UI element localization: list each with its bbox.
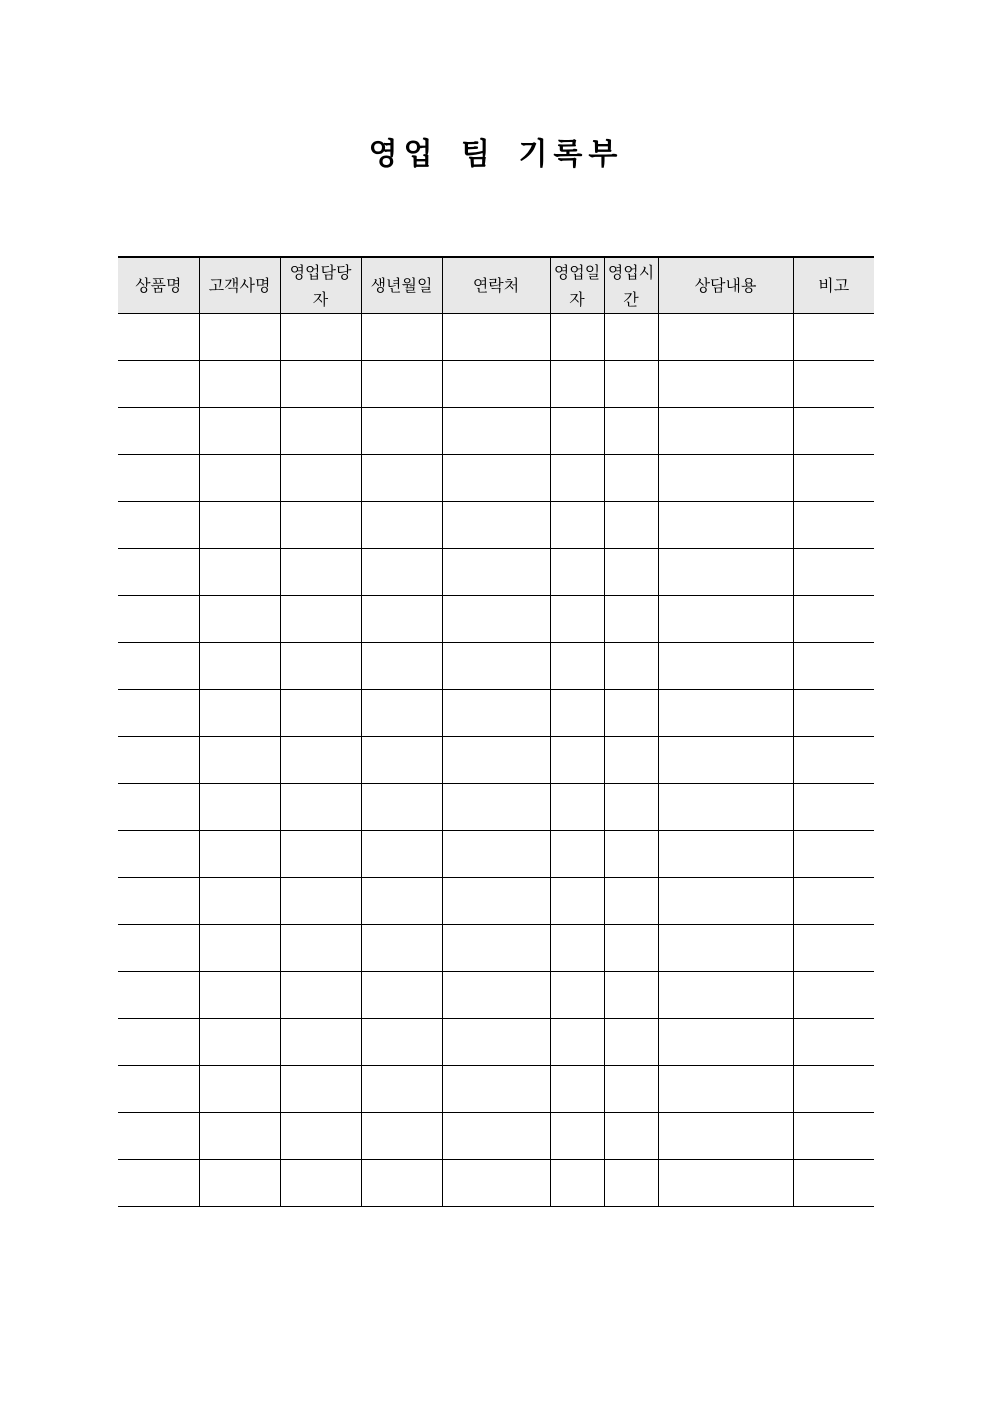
table-row [118, 408, 874, 455]
table-cell [550, 408, 604, 455]
table-cell [658, 455, 793, 502]
table-cell [793, 784, 874, 831]
table-cell [442, 502, 550, 549]
table-cell [550, 690, 604, 737]
table-cell [280, 549, 361, 596]
table-cell [604, 408, 658, 455]
table-cell [280, 1160, 361, 1207]
table-cell [280, 972, 361, 1019]
column-header-remarks: 비고 [793, 257, 874, 314]
table-cell [793, 690, 874, 737]
table-cell [658, 690, 793, 737]
table-cell [118, 455, 199, 502]
table-cell [361, 361, 442, 408]
table-cell [199, 831, 280, 878]
table-cell [361, 455, 442, 502]
table-cell [658, 549, 793, 596]
table-row [118, 314, 874, 361]
table-row [118, 1019, 874, 1066]
table-row [118, 737, 874, 784]
table-cell [280, 784, 361, 831]
table-cell [658, 1113, 793, 1160]
table-cell [118, 361, 199, 408]
table-cell [658, 596, 793, 643]
table-cell [793, 925, 874, 972]
table-cell [361, 1160, 442, 1207]
table-cell [361, 1019, 442, 1066]
table-cell [361, 690, 442, 737]
table-cell [199, 455, 280, 502]
table-cell [550, 925, 604, 972]
table-cell [280, 502, 361, 549]
table-cell [550, 1113, 604, 1160]
table-row [118, 596, 874, 643]
table-cell [280, 925, 361, 972]
table-cell [442, 784, 550, 831]
table-cell [793, 408, 874, 455]
table-row [118, 361, 874, 408]
table-cell [550, 972, 604, 1019]
table-cell [361, 1066, 442, 1113]
table-cell [793, 1113, 874, 1160]
table-row [118, 1113, 874, 1160]
table-cell [658, 925, 793, 972]
table-cell [658, 784, 793, 831]
table-cell [199, 596, 280, 643]
table-cell [199, 361, 280, 408]
table-cell [442, 549, 550, 596]
table-cell [604, 455, 658, 502]
table-cell [793, 361, 874, 408]
table-cell [442, 643, 550, 690]
table-cell [199, 690, 280, 737]
table-cell [199, 314, 280, 361]
table-row [118, 1160, 874, 1207]
table-row [118, 643, 874, 690]
table-cell [361, 643, 442, 690]
table-cell [658, 1019, 793, 1066]
table-cell [550, 1160, 604, 1207]
table-row [118, 972, 874, 1019]
table-cell [442, 831, 550, 878]
table-cell [442, 1160, 550, 1207]
table-cell [442, 1019, 550, 1066]
table-cell [442, 1113, 550, 1160]
table-cell [199, 1019, 280, 1066]
table-cell [793, 596, 874, 643]
table-cell [550, 1066, 604, 1113]
table-cell [361, 784, 442, 831]
column-header-consultation: 상담내용 [658, 257, 793, 314]
table-cell [604, 502, 658, 549]
table-cell [550, 502, 604, 549]
table-cell [658, 737, 793, 784]
column-header-contact: 연락처 [442, 257, 550, 314]
table-cell [442, 925, 550, 972]
table-cell [658, 643, 793, 690]
column-header-product-name: 상품명 [118, 257, 199, 314]
table-cell [550, 314, 604, 361]
table-cell [280, 643, 361, 690]
table-cell [280, 690, 361, 737]
table-cell [280, 596, 361, 643]
table-cell [361, 972, 442, 1019]
table-cell [361, 831, 442, 878]
table-cell [604, 690, 658, 737]
table-cell [118, 314, 199, 361]
table-cell [604, 1066, 658, 1113]
header-row [118, 257, 874, 314]
table-cell [118, 1066, 199, 1113]
table-row [118, 784, 874, 831]
column-header-sales-rep: 영업담당자 [280, 257, 361, 314]
table-cell [199, 737, 280, 784]
table-cell [658, 361, 793, 408]
table-cell [361, 596, 442, 643]
table-cell [793, 549, 874, 596]
table-cell [604, 643, 658, 690]
table-row [118, 878, 874, 925]
table-cell [793, 1066, 874, 1113]
column-header-birth-date: 생년월일 [361, 257, 442, 314]
table-cell [199, 925, 280, 972]
table-cell [442, 737, 550, 784]
table-cell [658, 1160, 793, 1207]
table-cell [361, 502, 442, 549]
table-row [118, 690, 874, 737]
table-cell [793, 455, 874, 502]
table-cell [361, 408, 442, 455]
table-cell [280, 1019, 361, 1066]
table-cell [442, 408, 550, 455]
table-cell [550, 737, 604, 784]
table-cell [550, 643, 604, 690]
sales-record-table [118, 256, 874, 1207]
table-cell [442, 314, 550, 361]
table-cell [550, 361, 604, 408]
table-cell [793, 972, 874, 1019]
table-cell [280, 455, 361, 502]
table-cell [118, 643, 199, 690]
table-cell [118, 1019, 199, 1066]
table-cell [793, 643, 874, 690]
column-header-sales-date: 영업일자 [550, 257, 604, 314]
table-cell [658, 1066, 793, 1113]
table-cell [199, 878, 280, 925]
table-cell [550, 549, 604, 596]
table-cell [442, 361, 550, 408]
table-cell [199, 643, 280, 690]
table-cell [793, 878, 874, 925]
table-cell [604, 361, 658, 408]
table-cell [280, 1113, 361, 1160]
table-cell [604, 972, 658, 1019]
table-cell [361, 925, 442, 972]
table-cell [118, 972, 199, 1019]
table-cell [118, 925, 199, 972]
table-row [118, 549, 874, 596]
table-cell [361, 314, 442, 361]
table-cell [280, 408, 361, 455]
table-cell [442, 972, 550, 1019]
table-cell [442, 1066, 550, 1113]
table-cell [604, 1160, 658, 1207]
table-cell [118, 596, 199, 643]
table-cell [280, 361, 361, 408]
table-cell [604, 925, 658, 972]
table-cell [793, 737, 874, 784]
table-cell [199, 1066, 280, 1113]
table-cell [604, 1113, 658, 1160]
table-cell [604, 314, 658, 361]
table-cell [118, 408, 199, 455]
table-cell [658, 408, 793, 455]
table-cell [118, 878, 199, 925]
table-cell [793, 1019, 874, 1066]
table-cell [118, 1160, 199, 1207]
record-body [118, 314, 874, 1207]
table-cell [550, 784, 604, 831]
table-cell [118, 1113, 199, 1160]
table-cell [442, 455, 550, 502]
table-cell [442, 878, 550, 925]
table-row [118, 502, 874, 549]
table-cell [550, 1019, 604, 1066]
table-cell [604, 596, 658, 643]
table-cell [280, 1066, 361, 1113]
table-cell [604, 1019, 658, 1066]
table-cell [658, 502, 793, 549]
table-row [118, 831, 874, 878]
table-cell [361, 1113, 442, 1160]
table-cell [604, 737, 658, 784]
table-cell [604, 878, 658, 925]
table-cell [280, 878, 361, 925]
table-row [118, 455, 874, 502]
table-cell [550, 878, 604, 925]
table-cell [199, 502, 280, 549]
table-cell [658, 878, 793, 925]
table-cell [118, 690, 199, 737]
table-cell [280, 314, 361, 361]
table-cell [118, 502, 199, 549]
table-cell [199, 1113, 280, 1160]
column-header-sales-time: 영업시간 [604, 257, 658, 314]
table-cell [199, 784, 280, 831]
table-cell [442, 690, 550, 737]
table-cell [658, 972, 793, 1019]
table-cell [280, 831, 361, 878]
table-row [118, 925, 874, 972]
table-cell [118, 784, 199, 831]
column-header-client-company: 고객사명 [199, 257, 280, 314]
table-row [118, 1066, 874, 1113]
table-cell [550, 455, 604, 502]
table-cell [118, 549, 199, 596]
table-cell [199, 549, 280, 596]
table-cell [361, 878, 442, 925]
table-cell [793, 831, 874, 878]
table-cell [118, 831, 199, 878]
table-cell [199, 972, 280, 1019]
table-cell [793, 1160, 874, 1207]
table-cell [550, 596, 604, 643]
table-cell [658, 831, 793, 878]
table-cell [550, 831, 604, 878]
table-cell [604, 831, 658, 878]
table-cell [361, 737, 442, 784]
table-cell [199, 1160, 280, 1207]
table-cell [118, 737, 199, 784]
table-cell [442, 596, 550, 643]
table-cell [793, 314, 874, 361]
table-cell [658, 314, 793, 361]
table-cell [793, 502, 874, 549]
table-cell [199, 408, 280, 455]
table-cell [280, 737, 361, 784]
table-cell [361, 549, 442, 596]
document-title: 영업 팀 기록부 [368, 137, 624, 172]
table-cell [604, 784, 658, 831]
table-cell [604, 549, 658, 596]
